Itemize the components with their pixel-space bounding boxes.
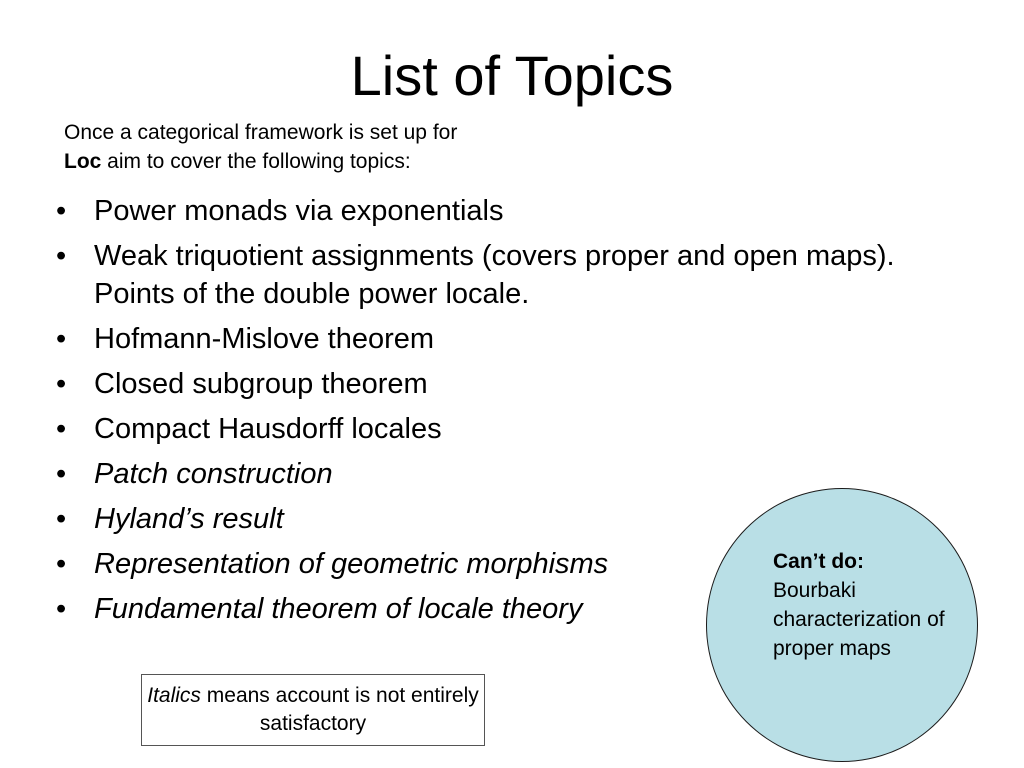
topic-text: Representation of geometric morphisms [94,548,609,580]
cant-do-heading: Can’t do: [773,550,864,573]
topic-item [56,237,956,313]
topic-item [56,410,956,448]
topic-item [56,455,956,493]
topic-text: Weak triquotient assignments (covers proper and open maps). Points of the double power locale. [94,240,895,310]
cant-do-callout [773,547,973,663]
topic-text: Closed subgroup theorem [94,368,428,400]
topic-text: Fundamental theorem of locale theory [94,593,583,625]
topic-text: Patch construction [94,458,333,490]
intro-line-2 [64,147,457,176]
intro-text [64,118,457,176]
cant-do-body: Bourbaki characterization of proper maps [773,579,945,660]
italics-note-box [141,674,485,746]
slide-title: List of Topics [350,44,674,107]
intro-line-2-rest: aim to cover the following topics: [101,150,411,173]
topic-text: Power monads via exponentials [94,195,504,227]
topic-text: Hofmann-Mislove theorem [94,323,435,355]
italics-word: Italics [147,684,201,707]
topic-item [56,365,956,403]
topic-item [56,192,956,230]
topic-item [56,320,956,358]
intro-line-1: Once a categorical framework is set up for [64,121,458,144]
italics-note-text: means account is not entirely satisfactory [200,684,479,735]
topic-text: Hyland’s result [94,503,284,535]
topic-text: Compact Hausdorff locales [94,413,442,445]
loc-term: Loc [64,150,102,173]
